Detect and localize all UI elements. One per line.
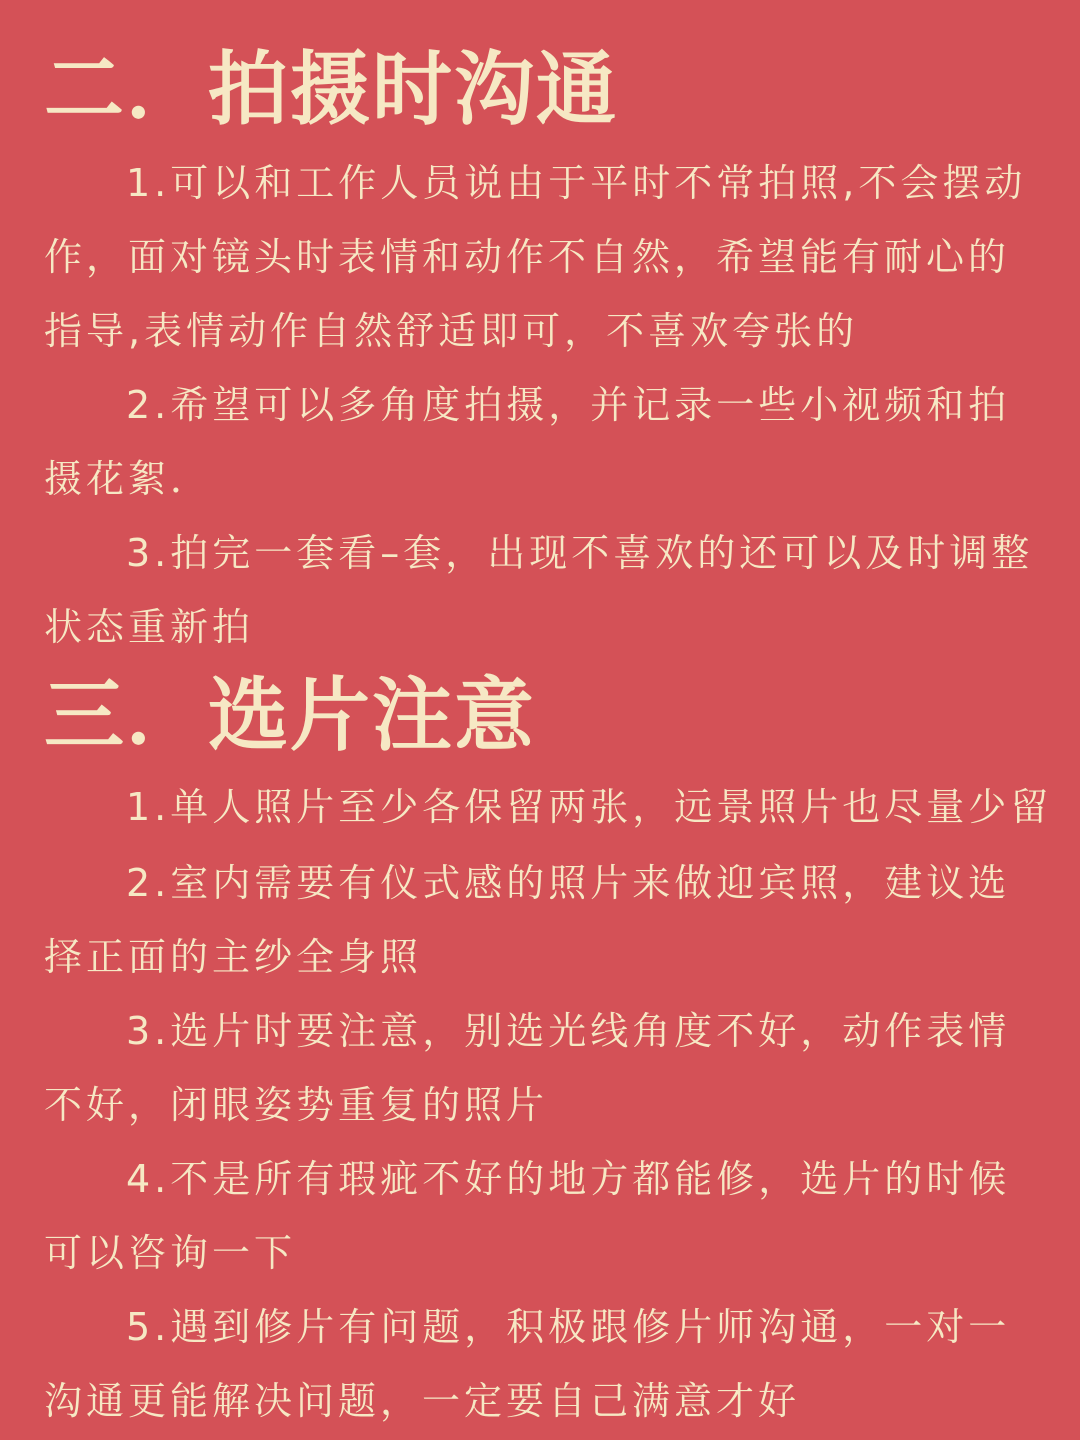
section-3-line-5: 不好，闭眼姿势重复的照片 <box>44 1083 549 1127</box>
section-2-line-5: 摄花絮． <box>44 457 213 501</box>
section-2-line-1: 1.可以和工作人员说由于平时不常拍照,不会摆动 <box>126 161 1027 205</box>
section-2-line-7: 状态重新拍 <box>44 605 255 649</box>
section-2-line-3: 指导,表情动作自然舒适即可，不喜欢夸张的 <box>44 309 859 353</box>
section-2-line-2: 作，面对镜头时表情和动作不自然，希望能有耐心的 <box>44 235 1011 279</box>
section-3-line-9: 沟通更能解决问题，一定要自己满意才好 <box>44 1379 801 1423</box>
section-2-line-6: 3.拍完一套看–套，出现不喜欢的还可以及时调整 <box>126 531 1034 575</box>
section-3-heading: 三．选片注意 <box>44 669 536 762</box>
section-3-line-4: 3.选片时要注意，别选光线角度不好，动作表情 <box>126 1009 1011 1053</box>
section-3-line-3: 择正面的主纱全身照 <box>44 935 423 979</box>
section-3-line-6: 4.不是所有瑕疵不好的地方都能修，选片的时候 <box>126 1157 1011 1201</box>
section-2-line-4: 2.希望可以多角度拍摄，并记录一些小视频和拍 <box>126 383 1011 427</box>
section-3-line-1: 1.单人照片至少各保留两张，远景照片也尽量少留 <box>126 785 1053 829</box>
section-3-line-7: 可以咨询一下 <box>44 1231 297 1275</box>
section-3-line-8: 5.遇到修片有问题，积极跟修片师沟通，一对一 <box>126 1305 1011 1349</box>
section-3-line-2: 2.室内需要有仪式感的照片来做迎宾照，建议选 <box>126 861 1011 905</box>
section-2-heading: 二．拍摄时沟通 <box>44 43 618 136</box>
